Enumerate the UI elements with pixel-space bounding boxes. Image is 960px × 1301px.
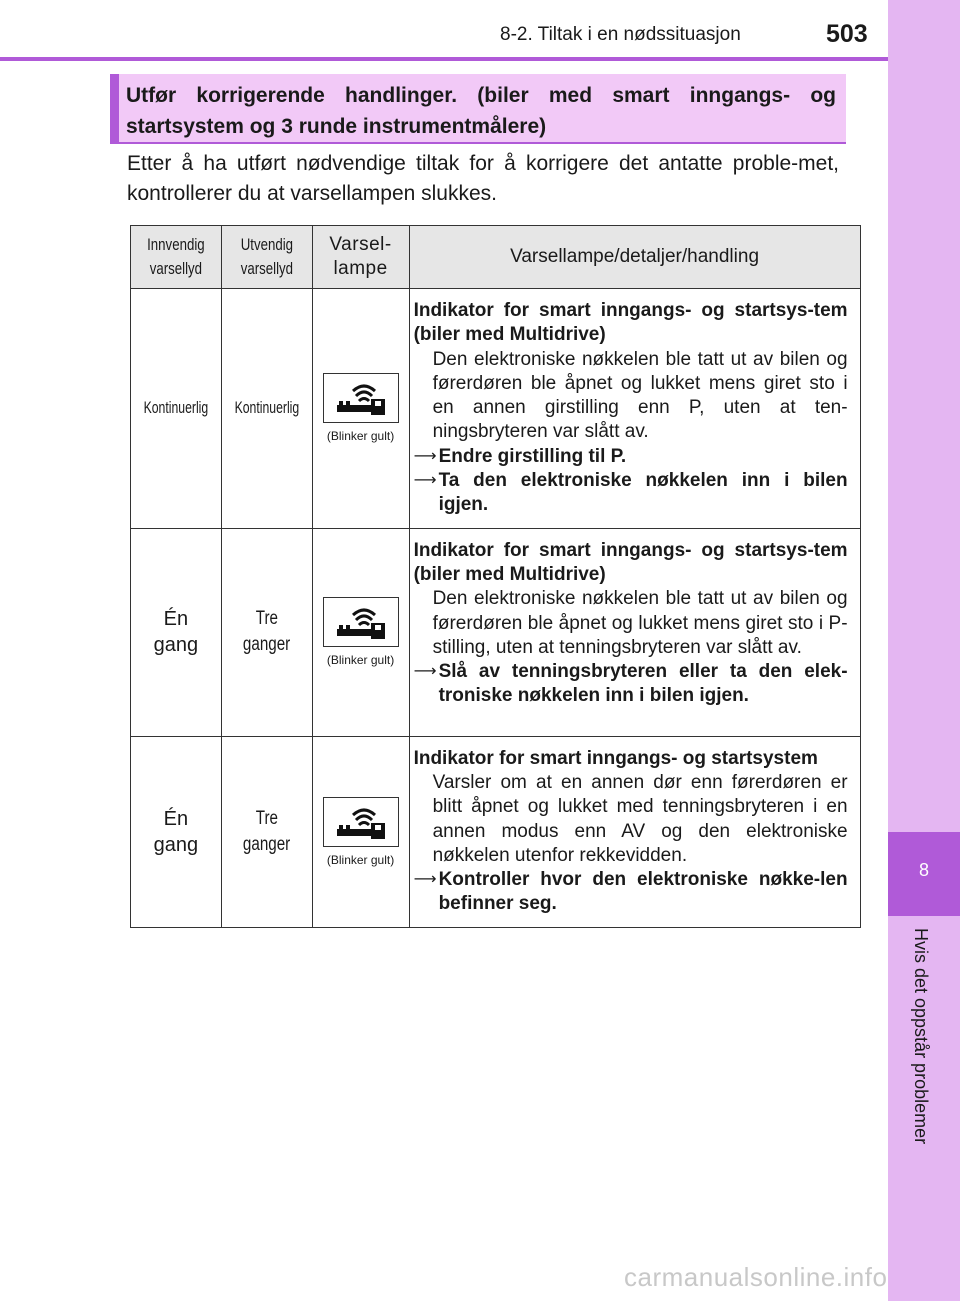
interior-buzzer-line1: Én: [163, 608, 189, 631]
interior-buzzer-line2: gang: [153, 634, 199, 657]
table-row: [131, 736, 861, 927]
detail-body: Den elektroniske nøkkelen ble tatt ut av bilen og førerdøren ble åpnet og lukket mens giret sto i P-stilling, uten at tenningsbryteren var slått av.: [432, 588, 848, 658]
header-interior-line2: varsellyd: [149, 259, 203, 278]
header-interior-line1: Innvendig: [147, 235, 205, 254]
interior-buzzer-cell: [131, 289, 222, 529]
detail-title: Indikator for smart inngangs- og startsystem: [413, 747, 818, 769]
exterior-buzzer-line1: Tre: [255, 608, 278, 630]
chapter-title: Hvis det oppstår problemer: [911, 928, 931, 1145]
header-rule: [0, 57, 888, 61]
detail-action-text: Ta den elektroniske nøkkelen inn i bilen igjen.: [438, 470, 848, 516]
exterior-buzzer-line2: ganger: [242, 634, 291, 656]
interior-buzzer-cell: [131, 736, 222, 927]
detail-action: [414, 868, 848, 917]
lamp-caption: (Blinker gult): [326, 852, 395, 867]
detail-action: [414, 445, 848, 469]
exterior-buzzer-cell: [221, 528, 312, 736]
header-lamp-line1: Varsel-: [329, 234, 392, 255]
header-details: [409, 226, 860, 289]
chapter-tab[interactable]: 8: [888, 832, 960, 916]
table-header-row: [131, 226, 861, 289]
exterior-buzzer-cell: [221, 736, 312, 927]
detail-action-text: Slå av tenningsbryteren eller ta den elek-troniske nøkkelen inn i bilen igjen.: [438, 661, 848, 707]
header-warning-lamp: [312, 226, 409, 289]
arrow-icon: ⟶: [413, 472, 437, 490]
smart-key-warning-icon: [323, 797, 399, 847]
exterior-buzzer-line2: ganger: [242, 833, 291, 855]
intro-paragraph: Etter å ha utført nødvendige tiltak for å korrigere det antatte proble-met, kontrollerer du at varsellampen slukkes.: [127, 152, 839, 205]
details-cell: [409, 289, 860, 529]
detail-body: Varsler om at en annen dør enn førerdøren er blitt åpnet og lukket med tenningsbryteren i en annen modus enn AV og den elektroniske nøkkelen utenfor rekkevidden.: [432, 771, 848, 866]
running-header: 8-2. Tiltak i en nødssituasjon: [500, 24, 741, 45]
interior-buzzer-line1: Én: [163, 807, 189, 830]
details-cell: [409, 528, 860, 736]
exterior-buzzer-line1: Tre: [255, 807, 278, 829]
header-interior-buzzer: [131, 226, 222, 289]
arrow-icon: ⟶: [413, 871, 437, 889]
lamp-caption: (Blinker gult): [326, 429, 395, 444]
header-exterior-buzzer: [221, 226, 312, 289]
detail-action-text: Endre girstilling til P.: [438, 445, 627, 467]
section-heading: Utfør korrigerende handlinger. (biler med smart inngangs- og startsystem og 3 runde instrumentmålere): [126, 84, 836, 138]
heading-accent-bar: [110, 74, 119, 144]
interior-buzzer-cell: [131, 528, 222, 736]
detail-action: [414, 469, 848, 518]
arrow-icon: ⟶: [413, 447, 437, 465]
interior-buzzer-line2: gang: [153, 833, 199, 856]
warning-lamp-cell: [312, 289, 409, 529]
table-row: [131, 528, 861, 736]
header-exterior-line2: varsellyd: [240, 259, 293, 278]
header-exterior-line1: Utvendig: [240, 235, 293, 254]
table-row: [131, 289, 861, 529]
lamp-caption: (Blinker gult): [326, 653, 395, 668]
warning-lamp-cell: [312, 736, 409, 927]
detail-action-text: Kontroller hvor den elektroniske nøkke-len befinner seg.: [438, 869, 848, 915]
detail-title: Indikator for smart inngangs- og startsys-tem (biler med Multidrive): [413, 300, 848, 346]
page-number: 503: [826, 20, 868, 48]
arrow-icon: ⟶: [413, 663, 437, 681]
interior-buzzer-value: Kontinuerlig: [143, 398, 209, 418]
detail-body: Den elektroniske nøkkelen ble tatt ut av bilen og førerdøren ble åpnet og lukket mens giret sto i en annen girstilling enn P, uten at ten-ningsbryteren var slått av.: [432, 348, 848, 443]
exterior-buzzer-value: Kontinuerlig: [234, 398, 299, 418]
smart-key-warning-icon: [323, 597, 399, 647]
detail-action: [414, 660, 848, 709]
detail-title: Indikator for smart inngangs- og startsys-tem (biler med Multidrive): [413, 539, 848, 585]
warning-table: [130, 225, 861, 928]
smart-key-warning-icon: [323, 373, 399, 423]
details-cell: [409, 736, 860, 927]
watermark: carmanualsonline.info: [624, 1262, 888, 1292]
exterior-buzzer-cell: [221, 289, 312, 529]
warning-lamp-cell: [312, 528, 409, 736]
header-lamp-line2: lampe: [333, 258, 388, 279]
header-details-label: Varsellampe/detaljer/handling: [510, 246, 760, 267]
